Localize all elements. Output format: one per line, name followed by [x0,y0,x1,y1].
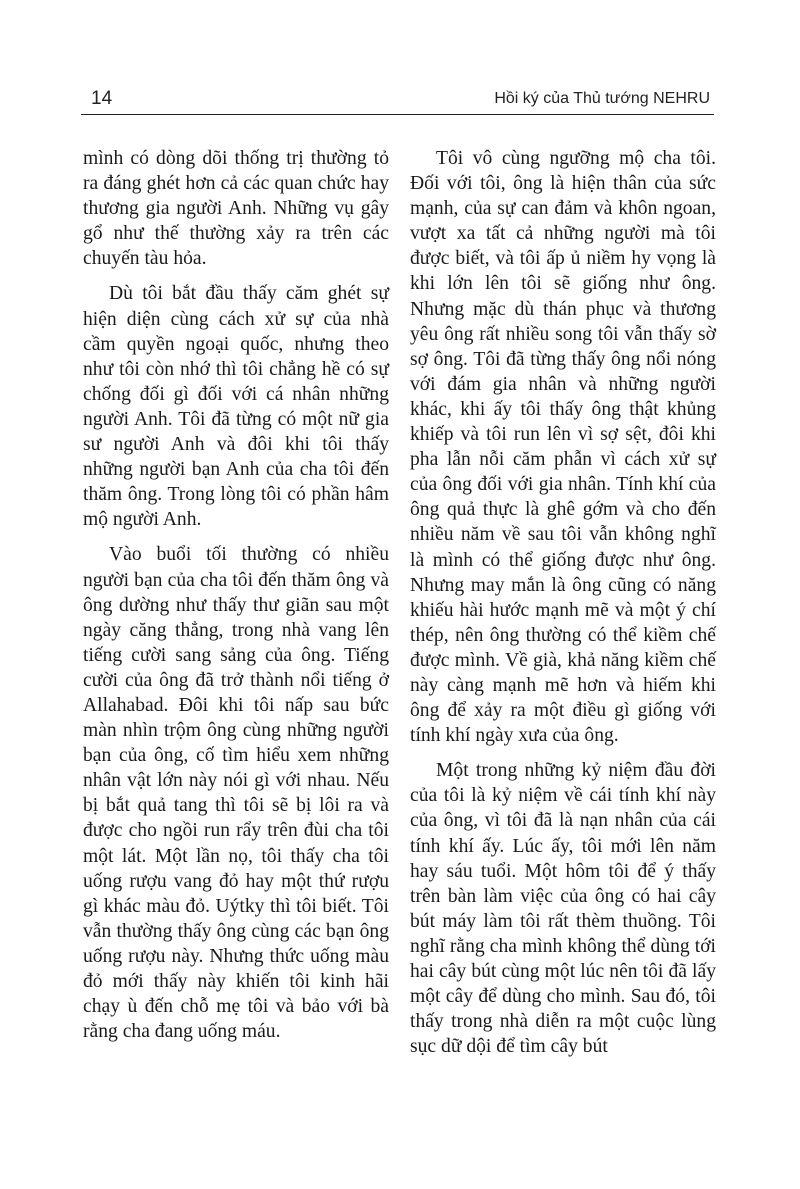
paragraph: Dù tôi bắt đầu thấy căm ghét sự hiện diện cùng cách xử sự của nhà cầm quyền ngoại quốc, nhưng theo như tôi còn nhớ thì tôi chẳng hề có sự chống đối gì đối với cá nhân những người Anh. Tôi đã từng có một nữ gia sư người Anh và đôi khi tôi thấy những người bạn Anh của cha tôi đến thăm ông. Trong lòng tôi có phần hâm mộ người Anh. [83,283,389,531]
page-header [81,82,714,115]
page-number: 14 [91,88,113,109]
paragraph: Vào buổi tối thường có nhiều người bạn của cha tôi đến thăm ông và ông dường như thấy thư giãn sau một ngày căng thẳng, trong nhà vang lên tiếng cười sang sảng của ông. Tiếng cười của ông đã trở thành nổi tiếng ở Allahabad. Đôi khi tôi nấp sau bức màn nhìn trộm ông cùng những người bạn của ông, cố tìm hiểu xem những nhân vật lớn này nói gì với nhau. Nếu bị bắt quả tang thì tôi sẽ bị lôi ra và được cho ngồi run rẩy trên đùi cha tôi một lát. Một lần nọ, tôi thấy cha tôi uống rượu vang đỏ hay một thứ rượu gì khác màu đỏ. Uýtky thì tôi biết. Tôi vẫn thường thấy ông cùng các bạn ông uống rượu này. Nhưng thức uống màu đỏ mới thấy này khiến tôi kinh hãi chạy ù đến chỗ mẹ tôi và bảo với bà rằng cha đang uống máu. [83,544,389,1043]
right-column [410,146,716,1059]
paragraph: mình có dòng dõi thống trị thường tỏ ra đáng ghét hơn cả các quan chức hay thương gia người Anh. Những vụ gây gổ như thế thường xảy ra trên các chuyến tàu hỏa. [83,148,389,270]
running-title: Hồi ký của Thủ tướng NEHRU [494,90,710,107]
paragraph: Một trong những kỷ niệm đầu đời của tôi là kỷ niệm về cái tính khí này của ông, vì tôi đã là nạn nhân của cái tính khí ấy. Lúc ấy, tôi mới lên năm hay sáu tuổi. Một hôm tôi để ý thấy trên bàn làm việc của ông có hai cây bút máy làm tôi rất thèm thuồng. Tôi nghĩ rằng cha mình không thể dùng tới hai cây bút cùng một lúc nên tôi đã lấy một cây để dùng cho mình. Sau đó, tôi thấy trong nhà diễn ra một cuộc lùng sục dữ dội để tìm cây bút [410,760,716,1058]
paragraph: Tôi vô cùng ngưỡng mộ cha tôi. Đối với tôi, ông là hiện thân của sức mạnh, của sự can đảm và khôn ngoan, vượt xa tất cả những người mà tôi được biết, và tôi ấp ủ niềm hy vọng là khi lớn lên tôi sẽ giống như ông. Nhưng mặc dù thán phục và thương yêu ông rất nhiều song tôi vẫn thấy sờ sợ ông. Tôi đã từng thấy ông nổi nóng với đám gia nhân và những người khác, khi ấy tôi thấy ông thật khủng khiếp và tôi run lên vì sợ sệt, đôi khi pha lẫn nỗi căm phẫn vì cách xử sự của ông đối với gia nhân. Tính khí của ông quả thực là ghê gớm và cho đến nhiều năm về sau tôi vẫn không nghĩ là mình có thể giống được như ông. Nhưng may mắn là ông cũng có năng khiếu hài hước mạnh mẽ và một ý chí thép, nên ông thường có thể kiềm chế được mình. Về già, khả năng kiềm chế này càng mạnh mẽ hơn và hiếm khi ông để xảy ra một điều gì giống với tính khí ngày xưa của ông. [410,148,716,747]
left-column [83,146,389,1044]
